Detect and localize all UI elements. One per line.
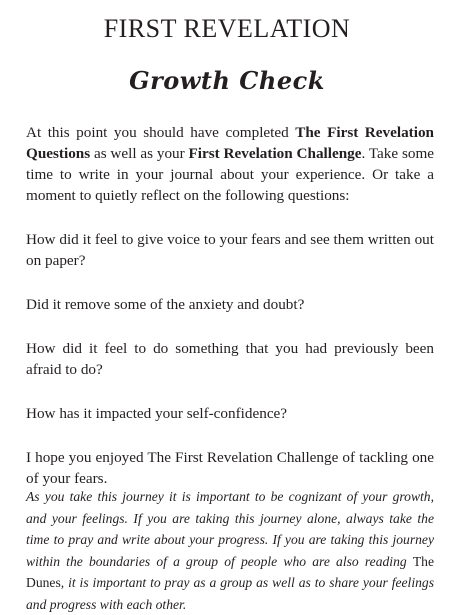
section-title: Growth Check	[129, 66, 325, 95]
question-1: How did it feel to give voice to your fears and see them written out on paper?	[26, 231, 434, 269]
intro-text-1: At this point you should have completed	[26, 124, 296, 141]
closing-note	[26, 486, 434, 615]
note-text-2: , it is important to pray as a group as well as to share your feelings and progress with each other.	[26, 575, 434, 612]
question-4: How has it impacted your self-confidence?	[26, 405, 288, 422]
chapter-title: FIRST REVELATION	[103, 14, 351, 43]
note-book-title: The Dunes	[26, 553, 434, 590]
note-text-1: As you take this journey it is important to be cognizant of your growth, and your feelings. If you are taking this journey alone, always take the time to pray and write about your progress. If you are taking this journey within the boundaries of a group of people who are also reading	[26, 489, 434, 569]
body-text	[26, 122, 434, 512]
intro-bold-challenge: First Revelation Challenge	[188, 145, 362, 162]
question-2: Did it remove some of the anxiety and doubt?	[26, 296, 305, 313]
intro-paragraph	[26, 122, 434, 206]
question-3: How did it feel to do something that you had previously been afraid to do?	[26, 340, 434, 378]
intro-bold-questions: The First Revelation Questions	[26, 124, 434, 162]
intro-text-3: . Take some time to write in your journal about your experience. Or take a moment to quietly reflect on the following questions:	[26, 145, 435, 204]
closing-line: I hope you enjoyed The First Revelation Challenge of tackling one of your fears.	[26, 449, 434, 487]
intro-text-2: as well as your	[90, 145, 189, 162]
